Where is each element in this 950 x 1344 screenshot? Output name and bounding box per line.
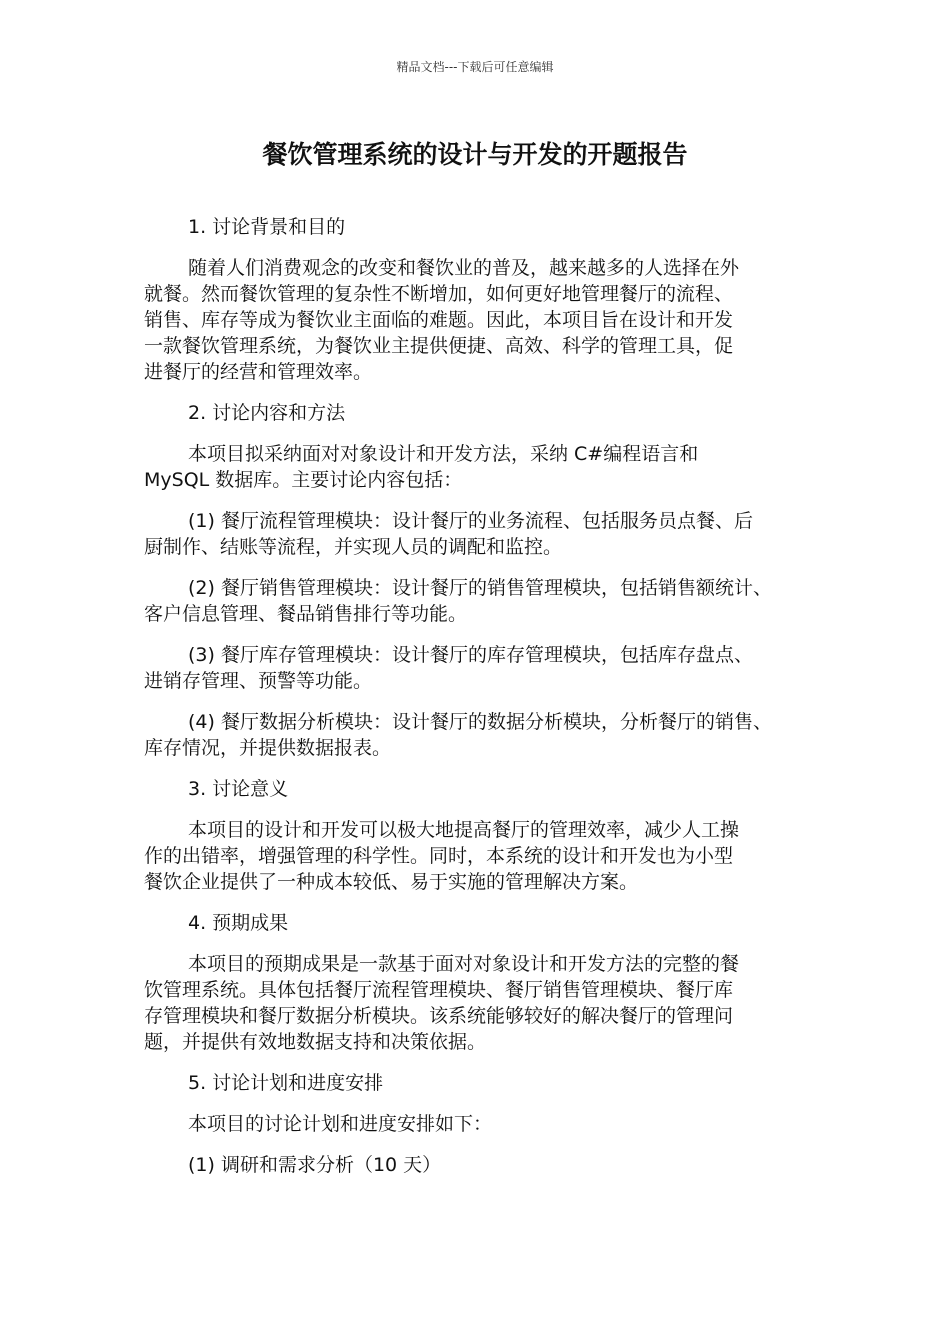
section-heading-schedule: 5. 讨论计划和进度安排 [188,1072,384,1094]
list-item-schedule-research: (1) 调研和需求分析（10 天） [188,1154,442,1176]
paragraph-significance: 本项目的设计和开发可以极大地提高餐厅的管理效率，减少人工操 作的出错率，增强管理的科学性。同时，本系统的设计和开发也为小型 餐饮企业提供了一种成本较低、易于实施的管理解决方案。 [144,819,740,893]
section-heading-background: 1. 讨论背景和目的 [188,216,346,238]
document-title: 餐饮管理系统的设计与开发的开题报告 [262,140,688,169]
section-heading-significance: 3. 讨论意义 [188,778,289,800]
paragraph-method: 本项目拟采纳面对对象设计和开发方法，采纳 C#编程语言和 MySQL 数据库。主要讨论内容包括： [144,443,699,491]
paragraph-schedule-intro: 本项目的讨论计划和进度安排如下： [188,1113,493,1135]
list-item-flow-module: (1) 餐厅流程管理模块：设计餐厅的业务流程、包括服务员点餐、后 厨制作、结账等流程，并实现人员的调配和监控。 [144,510,753,558]
header-note: 精品文档---下载后可任意编辑 [396,60,554,74]
document-body [144,214,824,1193]
list-item-analysis-module: (4) 餐厅数据分析模块：设计餐厅的数据分析模块，分析餐厅的销售、 库存情况，并提供数据报表。 [144,711,772,759]
paragraph-outcomes: 本项目的预期成果是一款基于面对对象设计和开发方法的完整的餐 饮管理系统。具体包括餐厅流程管理模块、餐厅销售管理模块、餐厅库 存管理模块和餐厅数据分析模块。该系统能够较好的解决餐厅的管理问 题，并提供有效地数据支持和决策依据。 [144,953,740,1053]
section-heading-outcomes: 4. 预期成果 [188,912,289,934]
list-item-sales-module: (2) 餐厅销售管理模块：设计餐厅的销售管理模块，包括销售额统计、 客户信息管理、餐品销售排行等功能。 [144,577,772,625]
section-heading-content: 2. 讨论内容和方法 [188,402,346,424]
paragraph-background: 随着人们消费观念的改变和餐饮业的普及，越来越多的人选择在外 就餐。然而餐饮管理的复杂性不断增加，如何更好地管理餐厅的流程、 销售、库存等成为餐饮业主面临的难题。因此，本项目旨在设计和开发 一款餐饮管理系统，为餐饮业主提供便捷、高效、科学的管理工具，促 进餐厅的经营和管理效率。 [144,257,740,383]
list-item-inventory-module: (3) 餐厅库存管理模块：设计餐厅的库存管理模块，包括库存盘点、 进销存管理、预警等功能。 [144,644,753,692]
